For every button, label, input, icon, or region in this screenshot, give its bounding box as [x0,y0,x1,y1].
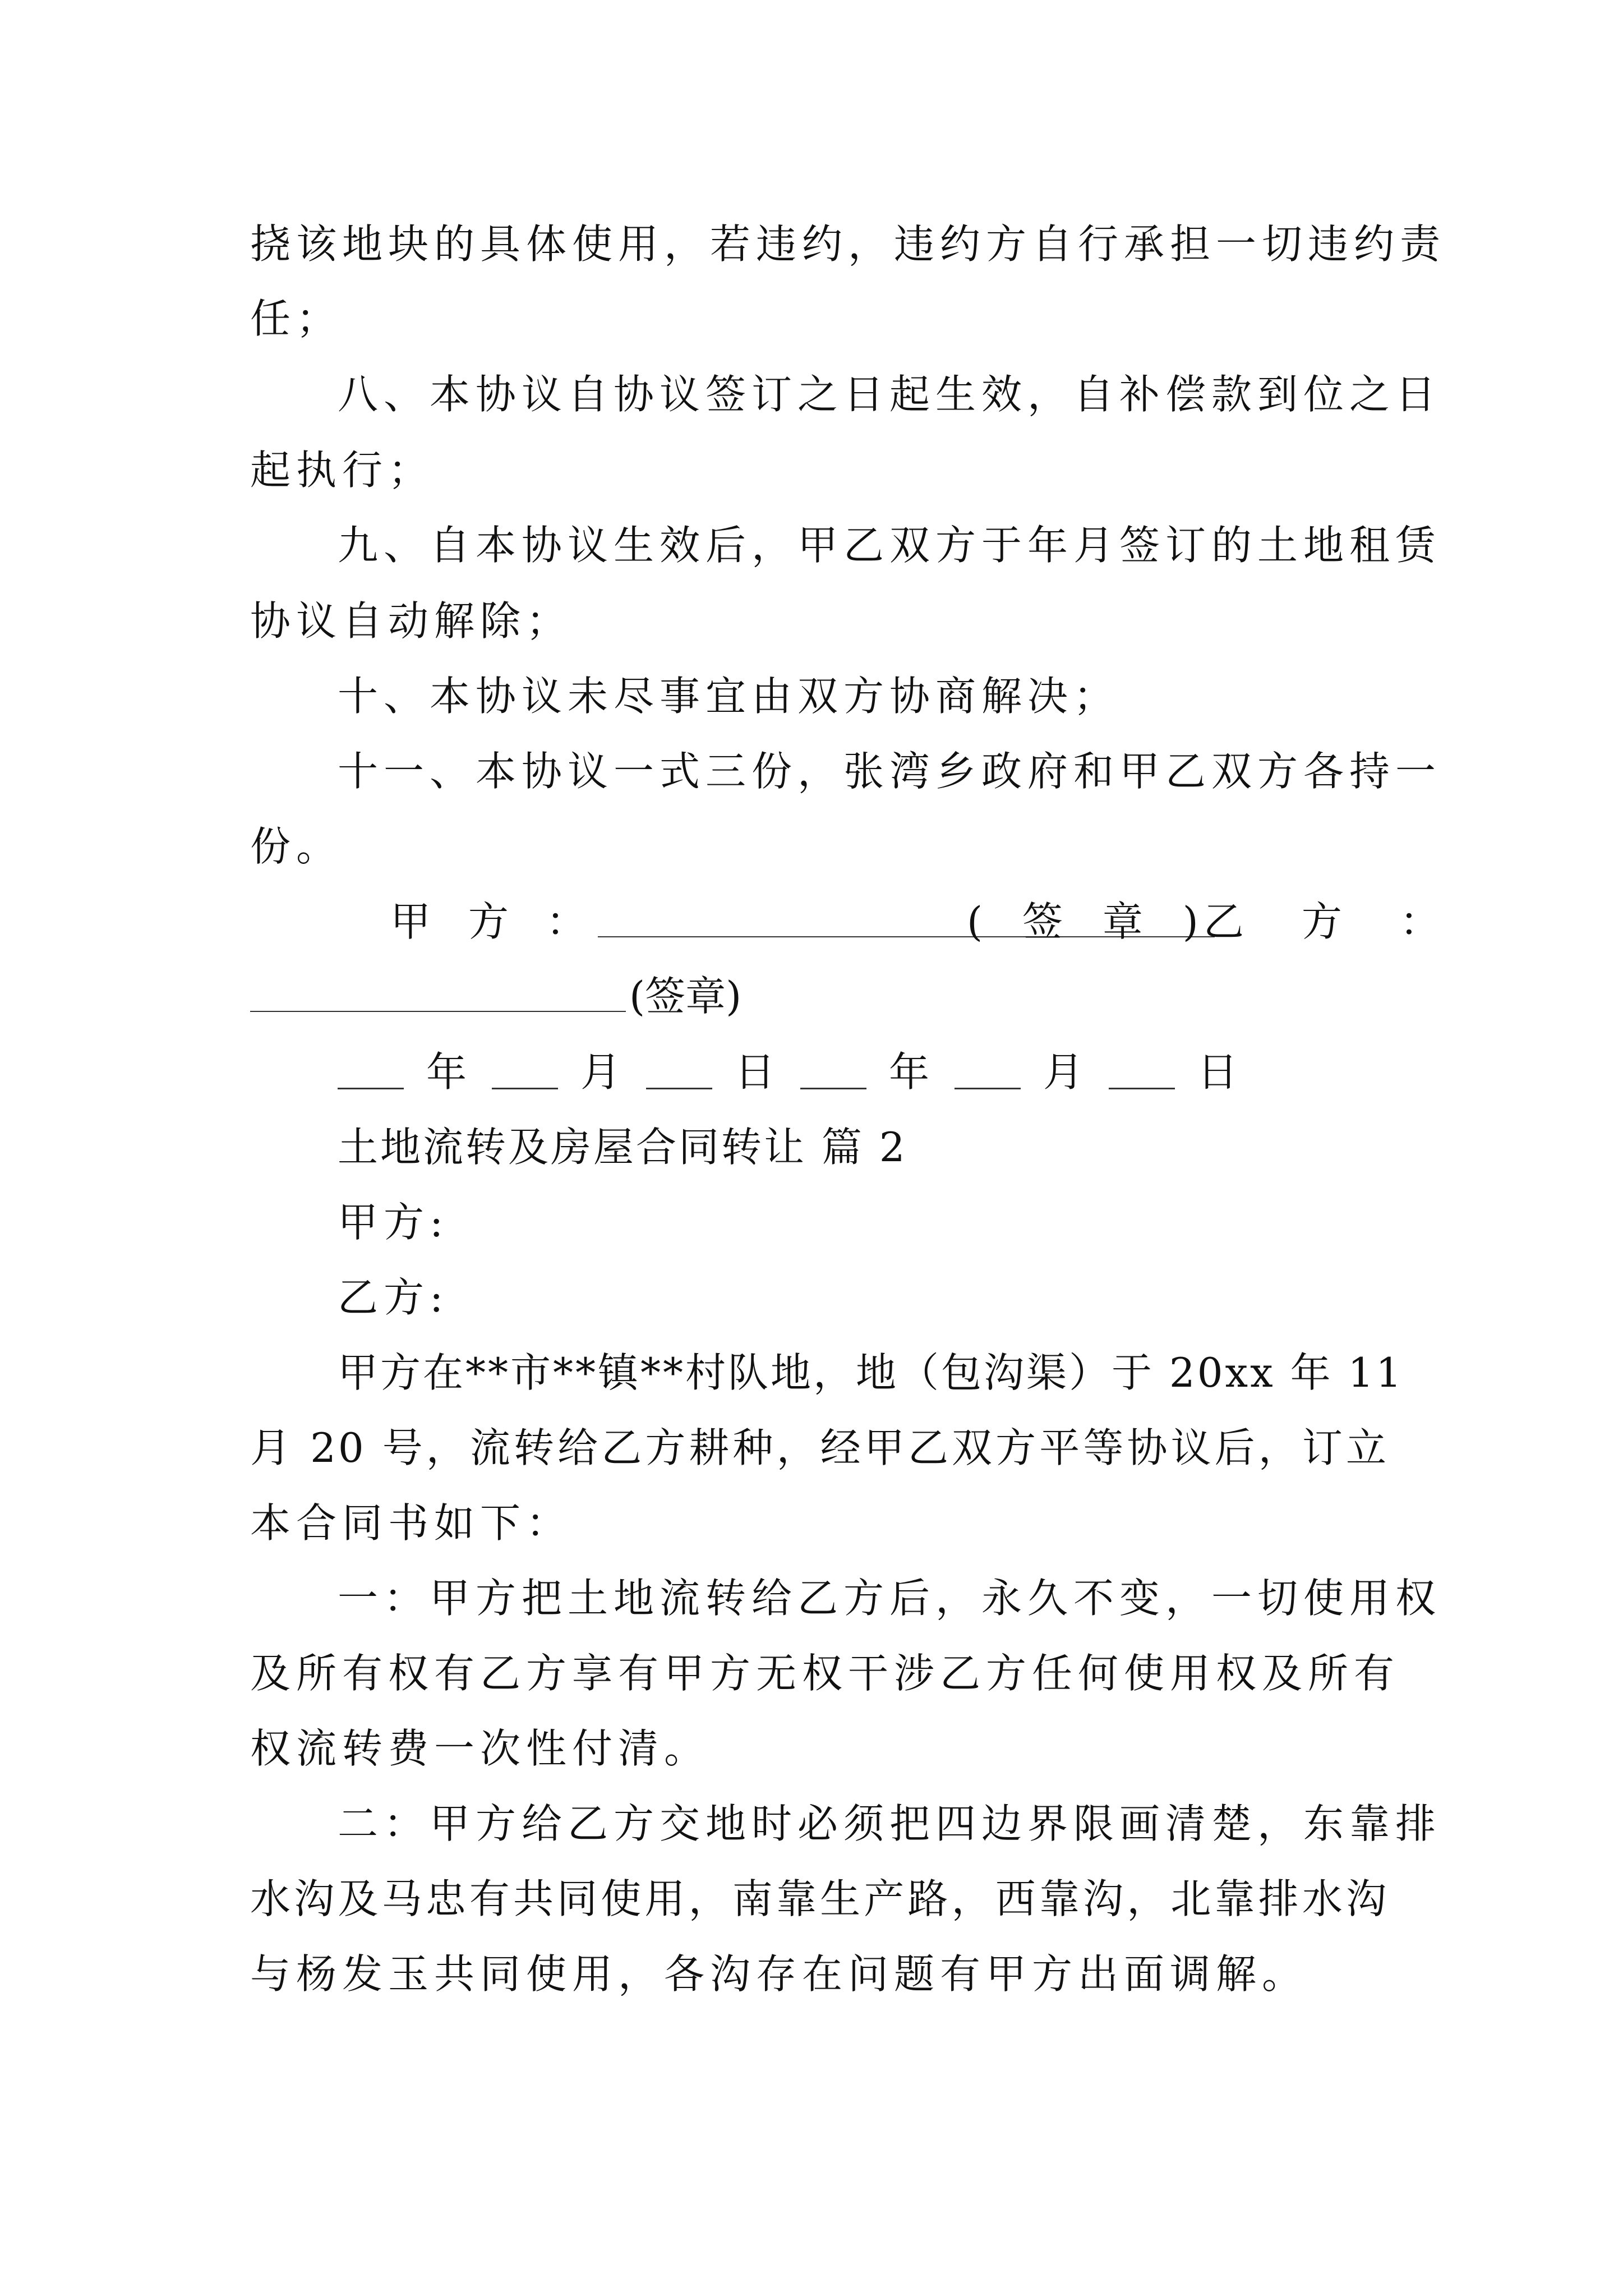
signature-row-2 [250,963,1389,1030]
party-a-label: 甲 方 ： [390,898,599,945]
day-b-label: 日 [1197,1048,1238,1096]
month-b-label: 月 [1043,1048,1084,1096]
section-2-paragraph-2-line-1: 一：甲方把土地流转给乙方后，永久不变，一切使用权 [338,1575,1442,1622]
section-2-paragraph-2-line-2: 及所有权有乙方享有甲方无权干涉乙方任何使用权及所有 [250,1650,1400,1697]
clause-8-line-2: 起执行； [250,447,435,494]
year-b-label: 年 [889,1048,930,1096]
section-2-title: 土地流转及房屋合同转让 篇 2 [338,1124,907,1171]
month-b-blank [955,1088,1021,1089]
month-a-label: 月 [580,1048,621,1096]
clause-11-line-1: 十一、本协议一式三份，张湾乡政府和甲乙双方各持一 [338,748,1442,795]
section-2-paragraph-3-line-1: 二：甲方给乙方交地时必须把四边界限画清楚，东靠排 [338,1800,1442,1847]
clause-7-end-line: 任； [250,295,343,342]
clause-8-line-1: 八、本协议自协议签订之日起生效，自补偿款到位之日 [338,371,1442,418]
month-a-blank [492,1088,558,1089]
day-b-blank [1109,1088,1175,1089]
party-b-signature-blank [250,1011,626,1012]
year-a-blank [338,1088,404,1089]
clause-7-continued-line: 挠该地块的具体使用，若违约，违约方自行承担一切违约责 [250,220,1446,268]
section-2-paragraph-2-line-3: 权流转费一次性付清。 [250,1725,711,1772]
day-a-label: 日 [735,1048,776,1096]
year-b-blank [800,1088,866,1089]
party-b-label: 乙 方 ： [1204,898,1463,945]
party-b-seal-label: (签章) [629,973,742,1020]
section-2-paragraph-3-line-3: 与杨发玉共同使用，各沟存在问题有甲方出面调解。 [250,1950,1308,1998]
section-2-party-b: 乙方: [338,1274,449,1321]
section-2-paragraph-1-line-1: 甲方在**市**镇**村队地，地（包沟渠）于 20xx 年 11 [338,1349,1404,1396]
section-2-party-a: 甲方: [338,1199,449,1246]
clause-9-line-2: 协议自动解除； [250,597,573,645]
clause-10-line: 十、本协议未尽事宜由双方协商解决； [338,673,1120,720]
year-a-label: 年 [426,1048,467,1096]
date-row [338,1038,1291,1106]
clause-9-line-1: 九、自本协议生效后，甲乙双方于年月签订的土地租赁 [338,522,1442,569]
clause-11-line-2: 份。 [250,823,343,870]
day-a-blank [646,1088,712,1089]
section-2-paragraph-1-line-2: 月 20 号，流转给乙方耕种，经甲乙双方平等协议后，订立 [250,1424,1389,1471]
party-a-seal-label: ( 签 章 ) [967,898,1212,945]
section-2-paragraph-3-line-2: 水沟及马忠有共同使用，南靠生产路，西靠沟，北靠排水沟 [250,1875,1389,1922]
section-2-paragraph-1-line-3: 本合同书如下： [250,1499,573,1547]
signature-row [250,888,1463,955]
